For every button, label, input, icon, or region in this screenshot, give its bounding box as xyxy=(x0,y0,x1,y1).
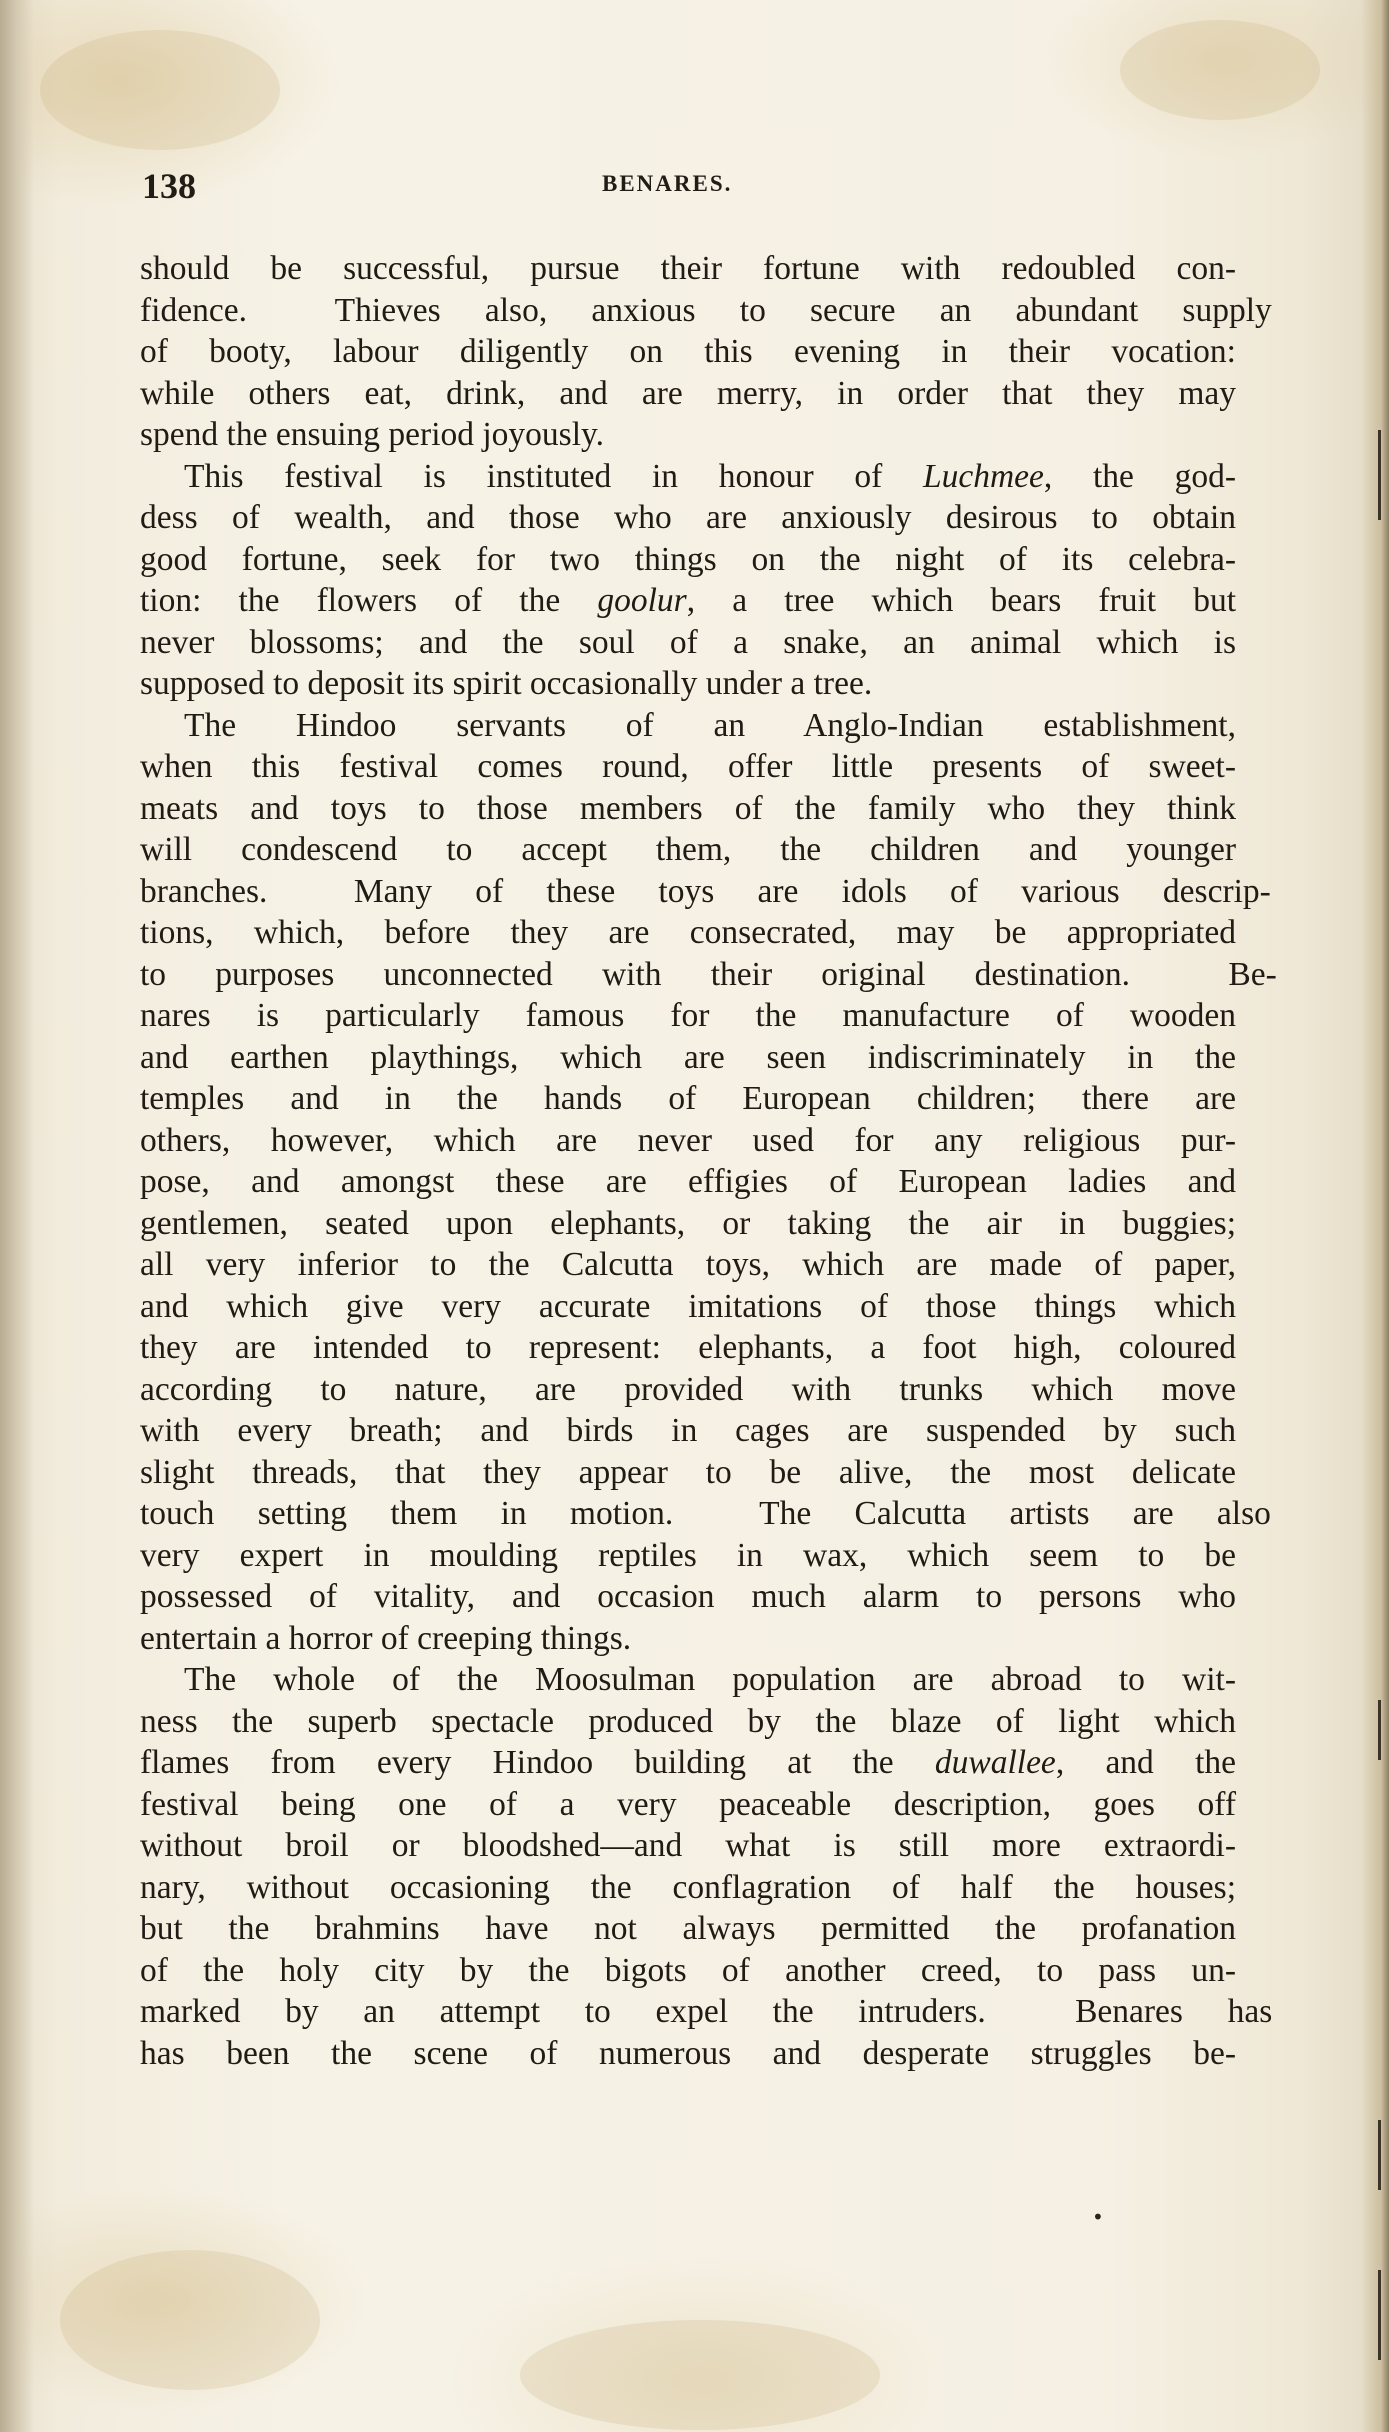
text-line: branches. Many of these toys are idols of various descrip- xyxy=(140,872,1271,910)
text-line: with every breath; and birds in cages are suspended by such xyxy=(140,1412,1236,1449)
text-line: pose, and amongst these are effigies of European ladies and xyxy=(140,1163,1236,1200)
paper-stain xyxy=(40,30,280,150)
paper-stain xyxy=(60,2250,320,2390)
text-line: but the brahmins have not always permitted the profanation xyxy=(140,1910,1236,1947)
page-edge xyxy=(1361,0,1389,2432)
text-line: very expert in moulding reptiles in wax, which seem to be xyxy=(140,1536,1236,1574)
spine-shadow xyxy=(0,0,34,2432)
text-line: others, however, which are never used for any religious pur- xyxy=(140,1121,1236,1159)
text-line: spend the ensuing period joyously. xyxy=(140,416,604,453)
body-text xyxy=(140,248,1277,2074)
text-line: fidence. Thieves also, anxious to secure an abundant supply xyxy=(140,291,1272,329)
paper-stain xyxy=(1120,20,1320,120)
text-line: gentlemen, seated upon elephants, or taking the air in buggies; xyxy=(140,1204,1236,1242)
text-line: ness the superb spectacle produced by the blaze of light which xyxy=(140,1702,1236,1740)
edge-mark xyxy=(1378,2270,1381,2360)
text-line: tion: the flowers of the goolur, a tree which bears fruit but xyxy=(140,582,1236,619)
text-line: dess of wealth, and those who are anxiously desirous to obtain xyxy=(140,499,1236,536)
italic-term: Luchmee xyxy=(922,457,1044,495)
text-line: of booty, labour diligently on this evening in their vocation: xyxy=(140,333,1236,370)
text-line: according to nature, are provided with trunks which move xyxy=(140,1370,1236,1408)
text-line: while others eat, drink, and are merry, in order that they may xyxy=(140,374,1236,412)
text-line: all very inferior to the Calcutta toys, which are made of paper, xyxy=(140,1246,1236,1283)
text-line: without broil or bloodshed—and what is still more extraordi- xyxy=(140,1827,1236,1864)
text-line: This festival is instituted in honour of Luchmee, the god- xyxy=(184,457,1236,495)
edge-mark xyxy=(1378,1700,1381,1760)
text-line: possessed of vitality, and occasion much alarm to persons who xyxy=(140,1578,1236,1615)
text-line: supposed to deposit its spirit occasionally under a tree. xyxy=(140,665,873,702)
text-line: The whole of the Moosulman population are abroad to wit- xyxy=(184,1661,1236,1698)
text-line: to purposes unconnected with their original destination. Be- xyxy=(140,955,1277,993)
page-header xyxy=(142,165,1232,209)
paper-stain xyxy=(520,2320,880,2430)
text-line: and which give very accurate imitations of those things which xyxy=(140,1287,1236,1325)
text-line: when this festival comes round, offer little presents of sweet- xyxy=(140,748,1236,785)
text-line: slight threads, that they appear to be alive, the most delicate xyxy=(140,1453,1236,1491)
text-line: touch setting them in motion. The Calcutta artists are also xyxy=(140,1495,1271,1532)
text-line: tions, which, before they are consecrated, may be appropriated xyxy=(140,914,1236,951)
text-line: has been the scene of numerous and desperate struggles be- xyxy=(140,2034,1236,2072)
text-line: good fortune, seek for two things on the night of its celebra- xyxy=(140,540,1236,578)
running-head: BENARES. xyxy=(602,171,733,196)
text-line: temples and in the hands of European children; there are xyxy=(140,1080,1236,1117)
text-line: meats and toys to those members of the family who they think xyxy=(140,789,1236,827)
text-line: flames from every Hindoo building at the duwallee, and the xyxy=(140,1744,1236,1781)
text-line: and earthen playthings, which are seen indiscriminately in the xyxy=(140,1038,1236,1076)
page-number: 138 xyxy=(142,166,196,206)
text-line: never blossoms; and the soul of a snake, an animal which is xyxy=(140,623,1236,661)
italic-term: goolur xyxy=(597,582,687,619)
text-line: festival being one of a very peaceable description, goes off xyxy=(140,1785,1236,1823)
text-line: The Hindoo servants of an Anglo-Indian establishment, xyxy=(184,706,1236,744)
ink-speck: • xyxy=(1092,2205,1104,2229)
text-line: nary, without occasioning the conflagration of half the houses; xyxy=(140,1868,1236,1906)
italic-term: duwallee xyxy=(934,1744,1056,1781)
text-line: nares is particularly famous for the manufacture of wooden xyxy=(140,997,1236,1034)
text-line: entertain a horror of creeping things. xyxy=(140,1619,632,1657)
text-line: marked by an attempt to expel the intruders. Benares has xyxy=(140,1993,1273,2030)
text-line: they are intended to represent: elephants, a foot high, coloured xyxy=(140,1329,1236,1366)
text-line: of the holy city by the bigots of another creed, to pass un- xyxy=(140,1951,1236,1989)
text-line: will condescend to accept them, the children and younger xyxy=(140,831,1236,868)
edge-mark xyxy=(1378,430,1381,520)
edge-mark xyxy=(1378,2120,1381,2190)
text-line: should be successful, pursue their fortune with redoubled con- xyxy=(140,250,1236,287)
